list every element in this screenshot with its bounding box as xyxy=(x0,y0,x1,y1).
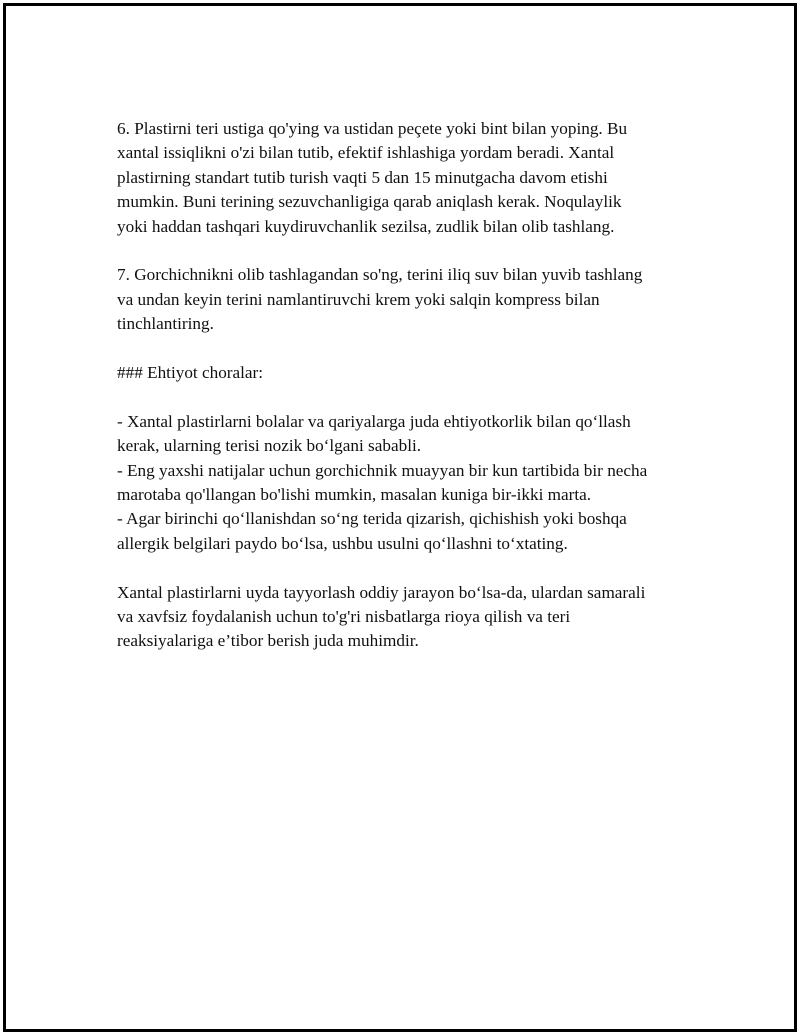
paragraph-line: 7. Gorchichnikni olib tashlagandan so'ng, terini iliq suv bilan yuvib tashlang xyxy=(117,265,643,285)
paragraph-step-6 xyxy=(117,117,697,239)
list-item-line: - Xantal plastirlarni bolalar va qariyalarga juda ehtiyotkorlik bilan qo‘llash xyxy=(117,411,631,431)
paragraph-line: xantal issiqlikni o'zi bilan tutib, efektif ishlashiga yordam beradi. Xantal xyxy=(117,143,615,163)
conclusion-paragraph xyxy=(117,581,697,654)
paragraph-line: tinchlantiring. xyxy=(117,314,214,334)
section-heading-block xyxy=(117,361,697,385)
precautions-list xyxy=(117,410,697,556)
paragraph-line: va xavfsiz foydalanish uchun to'g'ri nisbatlarga rioya qilish va teri xyxy=(117,607,571,627)
paragraph-line: 6. Plastirni teri ustiga qo'ying va ustidan peçete yoki bint bilan yoping. Bu xyxy=(117,119,628,138)
paragraph-line: yoki haddan tashqari kuydiruvchanlik sezilsa, zudlik bilan olib tashlang. xyxy=(117,216,615,236)
section-heading: ### Ehtiyot choralar: xyxy=(117,363,264,383)
paragraph-step-7 xyxy=(117,263,697,336)
paragraph-line: plastirning standart tutib turish vaqti 5 dan 15 minutgacha davom etishi xyxy=(117,167,608,187)
list-item-line: marotaba qo'llangan bo'lishi mumkin, masalan kuniga bir-ikki marta. xyxy=(117,485,592,505)
list-item-line: kerak, ularning terisi nozik bo‘lgani sababli. xyxy=(117,436,422,456)
paragraph-line: reaksiyalariga e’tibor berish juda muhimdir. xyxy=(117,631,419,651)
document-body xyxy=(117,117,697,678)
list-item-line: - Eng yaxshi natijalar uchun gorchichnik muayyan bir kun tartibida bir necha xyxy=(117,460,648,480)
list-item-line: allergik belgilari paydo bo‘lsa, ushbu usulni qo‘llashni to‘xtating. xyxy=(117,533,568,553)
list-item-line: - Agar birinchi qo‘llanishdan so‘ng terida qizarish, qichishish yoki boshqa xyxy=(117,509,627,529)
paragraph-line: mumkin. Buni terining sezuvchanligiga qarab aniqlash kerak. Noqulaylik xyxy=(117,192,622,212)
paragraph-line: va undan keyin terini namlantiruvchi krem yoki salqin kompress bilan xyxy=(117,289,600,309)
paragraph-line: Xantal plastirlarni uyda tayyorlash oddiy jarayon bo‘lsa-da, ulardan samarali xyxy=(117,582,646,602)
